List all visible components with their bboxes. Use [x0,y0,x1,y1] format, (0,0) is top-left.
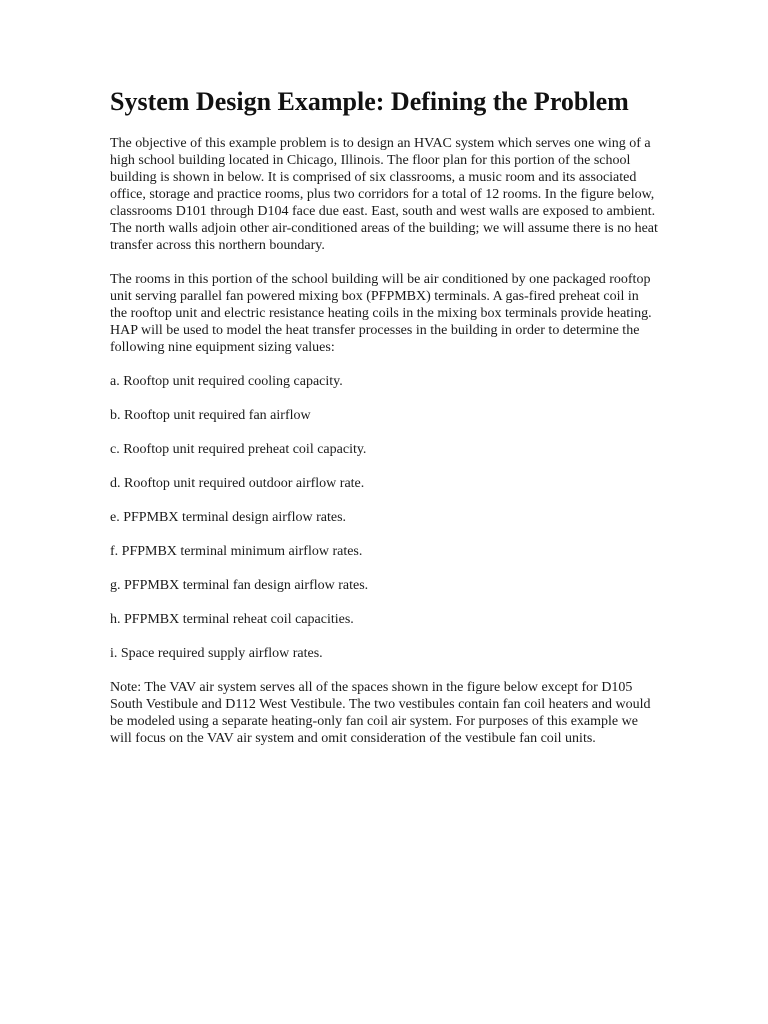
list-item: b. Rooftop unit required fan airflow [110,408,311,423]
document-title: System Design Example: Defining the Problem [110,87,629,116]
list-item: g. PFPMBX terminal fan design airflow rates. [110,578,369,593]
document-page [110,86,658,764]
list-item: c. Rooftop unit required preheat coil capacity. [110,442,367,457]
list-item: h. PFPMBX terminal reheat coil capacities. [110,612,354,627]
note-paragraph: Note: The VAV air system serves all of the spaces shown in the figure below except for D105 South Vestibule and D112 West Vestibule. The two vestibules contain fan coil heaters and would be modeled using a separate heating-only fan coil air system. For purposes of this example we will focus on the VAV air system and omit consideration of the vestibule fan coil units. [110,680,651,746]
list-item: f. PFPMBX terminal minimum airflow rates. [110,544,363,559]
list-item: a. Rooftop unit required cooling capacity. [110,374,343,389]
list-item: i. Space required supply airflow rates. [110,646,323,661]
system-paragraph: The rooms in this portion of the school building will be air conditioned by one packaged rooftop unit serving parallel fan powered mixing box (PFPMBX) terminals. A gas-fired preheat coil in the rooftop unit and electric resistance heating coils in the mixing box terminals provide heating. HAP will be used to model the heat transfer processes in the building in order to determine the following nine equipment sizing values: [110,272,652,355]
intro-paragraph: The objective of this example problem is to design an HVAC system which serves one wing of a high school building located in Chicago, Illinois. The floor plan for this portion of the school building is shown in below. It is comprised of six classrooms, a music room and its associated office, storage and practice rooms, plus two corridors for a total of 12 rooms. In the figure below, classrooms D101 through D104 face due east. East, south and west walls are exposed to ambient. The north walls adjoin other air-conditioned areas of the building; we will assume there is no heat transfer across this northern boundary. [110,136,658,253]
list-item: d. Rooftop unit required outdoor airflow rate. [110,476,365,491]
list-item: e. PFPMBX terminal design airflow rates. [110,510,347,525]
